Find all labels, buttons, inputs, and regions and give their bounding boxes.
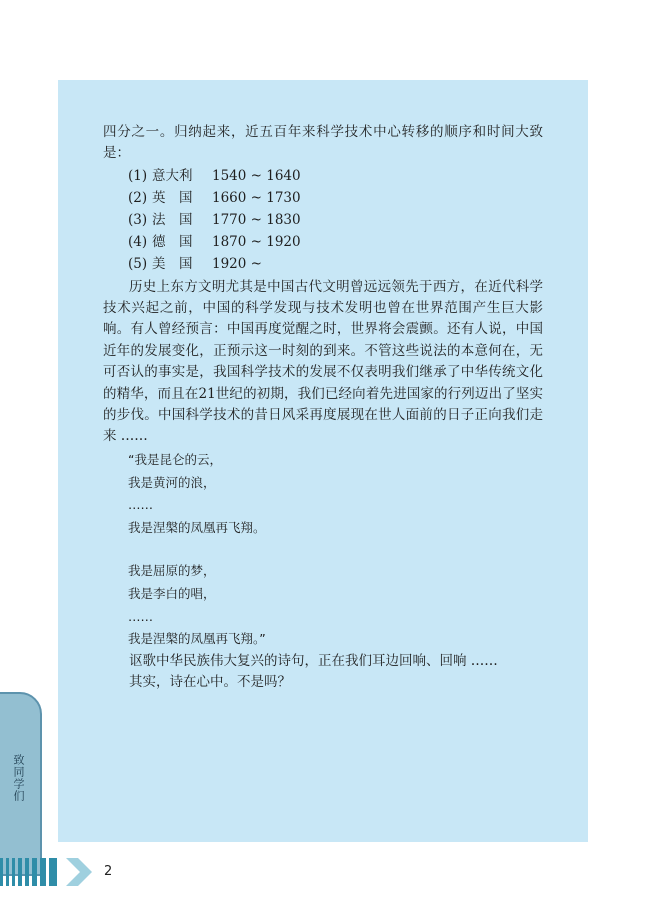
center-years: 1660 ~ 1730 — [212, 189, 301, 206]
center-country: 法 国 — [152, 211, 193, 228]
decoration-bar — [32, 858, 37, 886]
intro-paragraph: 四分之一。归纳起来，近五百年来科学技术中心转移的顺序和时间大致是： — [103, 124, 543, 162]
decoration-bar — [12, 858, 15, 886]
centers-list — [103, 166, 543, 276]
poem-line: 我是李白的唱， — [128, 586, 216, 602]
poem-line: 我是屈原的梦， — [128, 563, 216, 579]
center-number: (1) — [128, 167, 148, 184]
center-item — [103, 254, 543, 275]
center-number: (5) — [128, 256, 148, 273]
center-years: 1870 ~ 1920 — [212, 234, 301, 251]
center-item — [103, 188, 543, 209]
side-tab-label: 致同学们 — [12, 754, 25, 802]
center-number: (3) — [128, 211, 148, 228]
center-country: 德 国 — [152, 234, 193, 251]
center-item — [103, 166, 543, 187]
poem-stanza-1 — [128, 449, 543, 538]
poem-line: 我是黄河的浪， — [128, 474, 216, 490]
arrow-right-icon — [66, 858, 92, 886]
decoration-bar — [6, 858, 9, 886]
center-years: 1540 ~ 1640 — [212, 167, 301, 184]
center-country: 英 国 — [152, 189, 193, 206]
poem-stanza-2 — [128, 560, 543, 649]
decoration-bar — [49, 858, 57, 886]
poem-line: 我是涅槃的凤凰再飞翔。” — [128, 631, 266, 647]
center-number: (4) — [128, 234, 148, 251]
poem-line: 我是涅槃的凤凰再飞翔。 — [128, 519, 266, 535]
center-item — [103, 232, 543, 253]
poem-line: “我是昆仑的云， — [128, 451, 222, 467]
poem-line: …… — [128, 497, 153, 513]
decoration-bar — [25, 858, 29, 886]
decoration-bar — [40, 858, 46, 886]
page-number: 2 — [104, 864, 113, 879]
page-decoration-bars — [0, 858, 60, 886]
poem — [103, 449, 543, 650]
closing-paragraph: 其实，诗在心中。不是吗？ — [129, 674, 291, 691]
side-tab — [0, 692, 42, 876]
center-years: 1770 ~ 1830 — [212, 211, 301, 228]
echo-paragraph: 讴歌中华民族伟大复兴的诗句，正在我们耳边回响、回响 …… — [129, 652, 498, 669]
page-content — [103, 122, 543, 694]
center-years: 1920 ~ — [212, 256, 262, 273]
center-country: 意大利 — [152, 167, 193, 184]
center-country: 美 国 — [152, 256, 193, 273]
center-item — [103, 210, 543, 231]
decoration-bar — [0, 858, 3, 886]
poem-line: …… — [128, 608, 153, 624]
decoration-bar — [18, 858, 22, 886]
center-number: (2) — [128, 189, 148, 206]
main-paragraph: 历史上东方文明尤其是中国古代文明曾远远领先于西方，在近代科学技术兴起之前，中国的科学发现与技术发明也曾在世界范围产生巨大影响。有人曾经预言：中国再度觉醒之时，世界将会震颤。还有人说，中国近年的发展变化，正预示这一时刻的到来。不管这些说法的本意何在，无可否认的事实是，我国科学技术的发展不仅表明我们继承了中华传统文化的精华，而且在21世纪的初期，我们已经向着先进国家的行列迈出了坚实的步伐。中国科学技术的昔日风采再度展现在世人面前的日子正向我们走来 …… — [103, 278, 543, 445]
